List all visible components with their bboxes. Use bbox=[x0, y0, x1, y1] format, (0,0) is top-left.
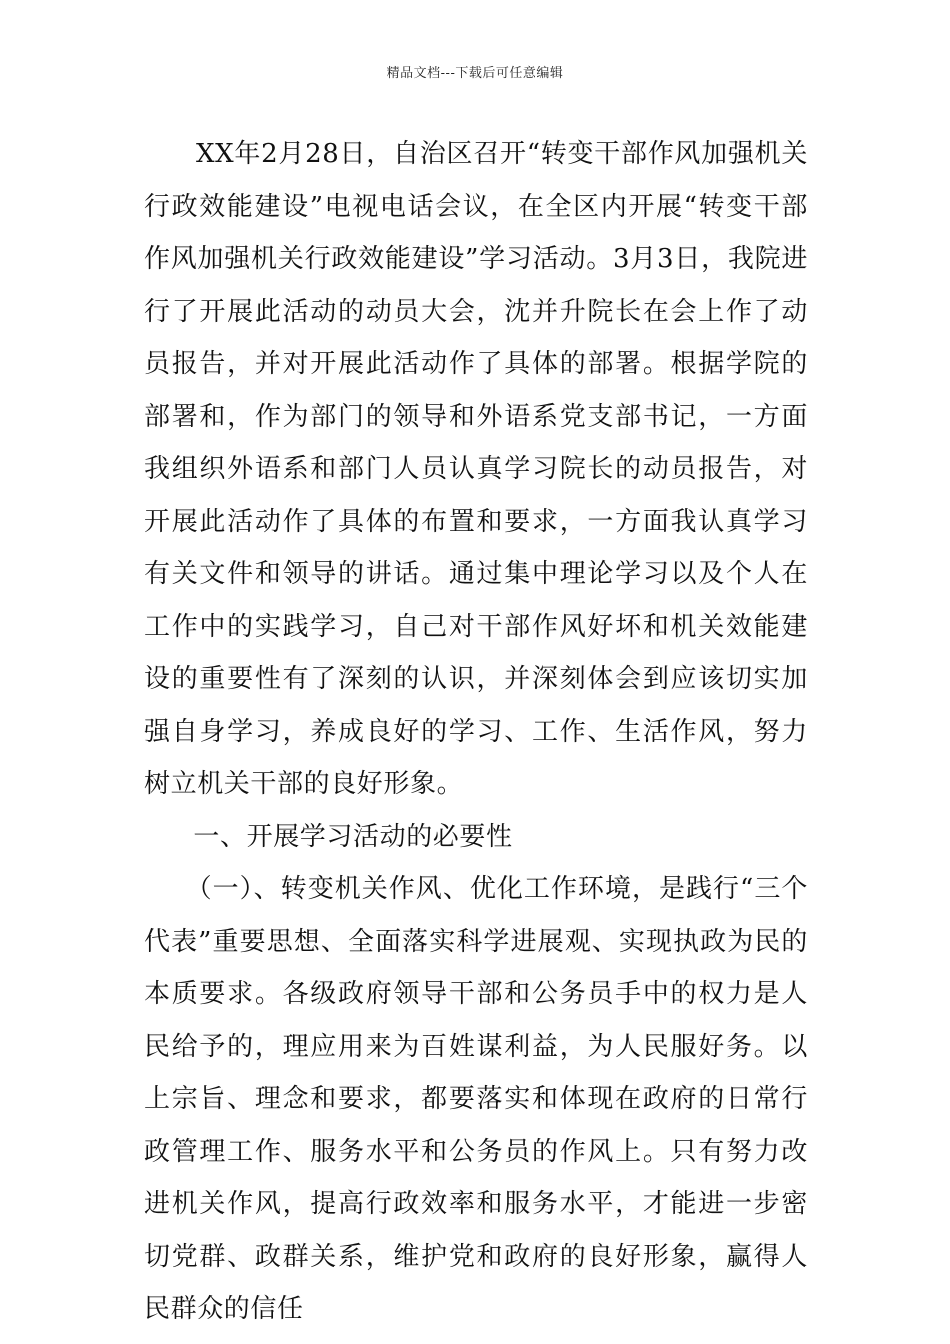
paragraph-intro: XX年2月28日，自治区召开“转变干部作风加强机关行政效能建设”电视电话会议，在全区内开展“转变干部作风加强机关行政效能建设”学习活动。3月3日，我院进行了开展此活动的动员大会，沈并升院长在会上作了动员报告，并对开展此活动作了具体的部署。根据学院的部署和，作为部门的领导和外语系党支部书记，一方面我组织外语系和部门人员认真学习院长的动员报告，对开展此活动作了具体的布置和要求，一方面我认真学习有关文件和领导的讲话。通过集中理论学习以及个人在工作中的实践学习，自己对干部作风好坏和机关效能建设的重要性有了深刻的认识，并深刻体会到应该切实加强自身学习，养成良好的学习、工作、生活作风，努力树立机关干部的良好形象。 bbox=[144, 139, 808, 799]
section-heading: 一、开展学习活动的必要性 bbox=[193, 821, 513, 852]
paragraph-subsection-1: （一）、转变机关作风、优化工作环境，是践行“三个代表”重要思想、全面落实科学进展观、实现执政为民的本质要求。各级政府领导干部和公务员手中的权力是人民给予的，理应用来为百姓谋利益，为人民服好务。以上宗旨、理念和要求，都要落实和体现在政府的日常行政管理工作、服务水平和公务员的作风上。只有努力改进机关作风，提高行政效率和服务水平，才能进一步密切党群、政群关系，维护党和政府的良好形象，赢得人民群众的信任 bbox=[144, 874, 808, 1324]
document-body bbox=[144, 128, 808, 1336]
page-header: 精品文档---下载后可任意编辑 bbox=[386, 66, 564, 81]
